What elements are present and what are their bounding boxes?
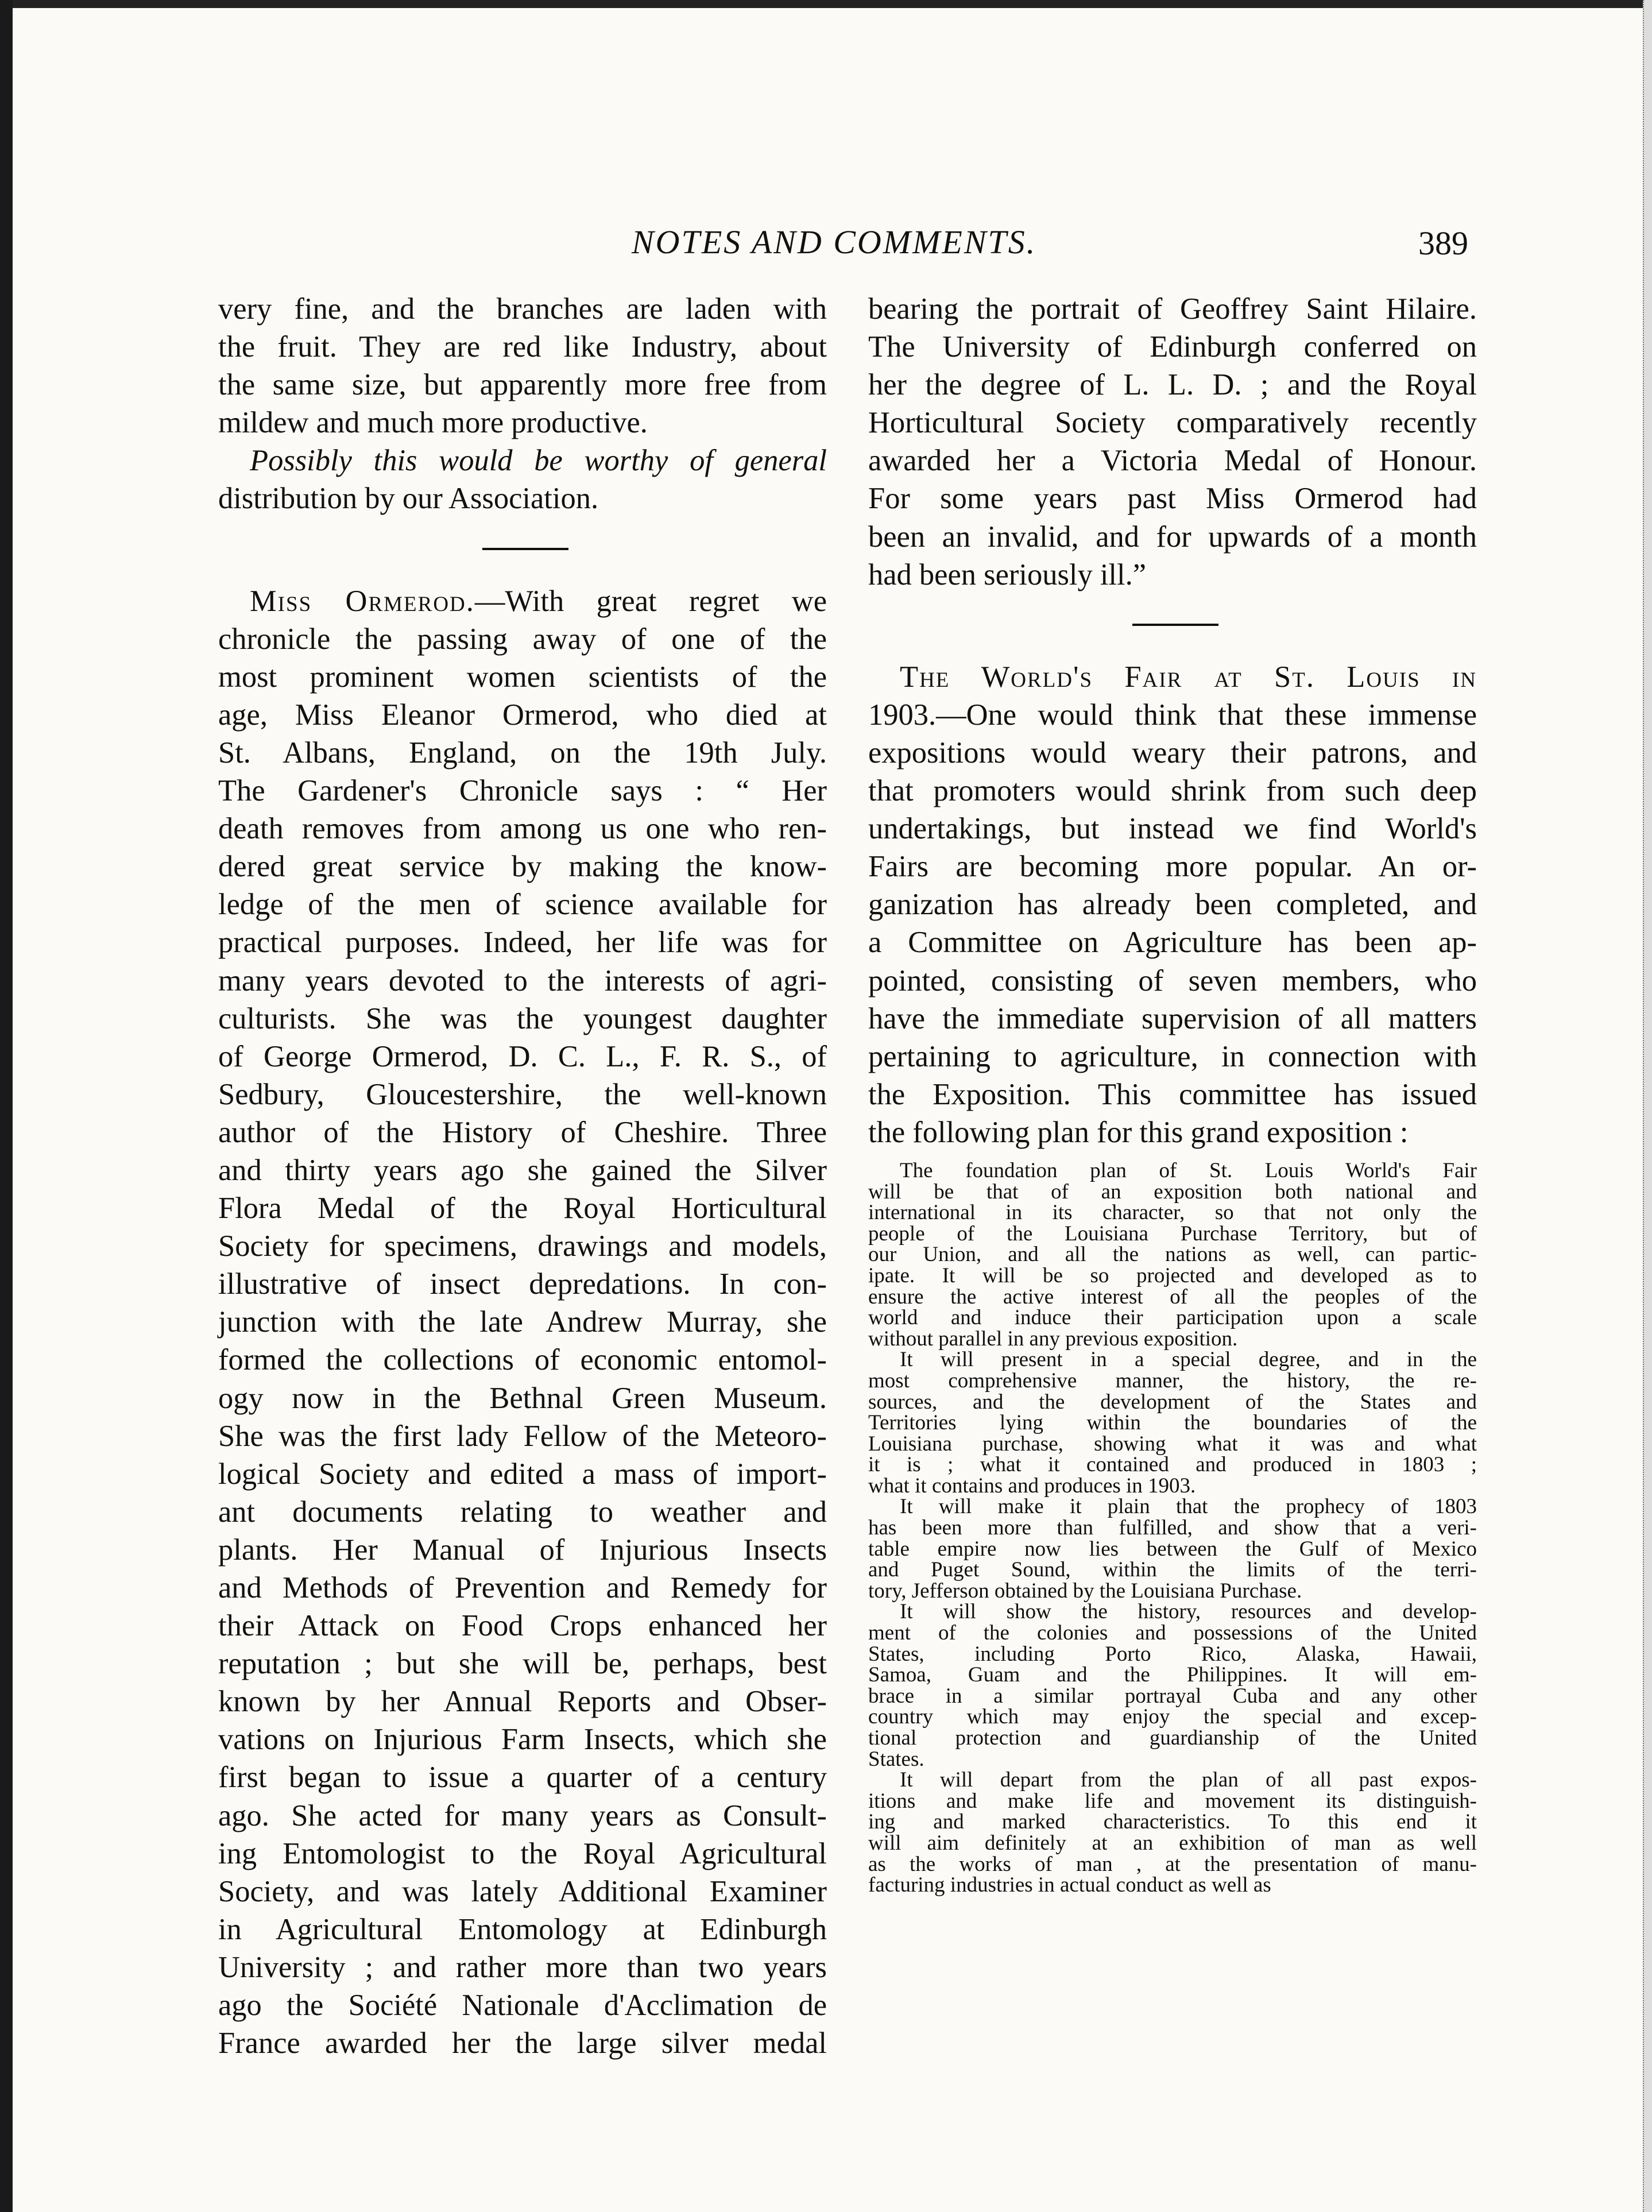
text-line: had been seriously ill.” [868, 558, 1147, 591]
quote-line: ing and marked characteristics. To this end it [868, 1810, 1477, 1834]
text-line: ant documents relating to weather and [218, 1495, 827, 1529]
running-title: NOTES AND COMMENTS. [632, 223, 1037, 261]
text-line: awarded her a Victoria Medal of Honour. [868, 444, 1477, 478]
text-line: distribution by our Association. [218, 482, 599, 516]
quote-line: tory, Jefferson obtained by the Louisiana Purchase. [868, 1579, 1302, 1603]
text-line: 1903.—One would think that these immense [868, 698, 1477, 732]
article-heading: The World's Fair at St. Louis in [900, 660, 1477, 694]
text-line: mildew and much more productive. [218, 406, 648, 440]
text-line: reputation ; but she will be, perhaps, best [218, 1647, 827, 1681]
text-line: have the immediate supervision of all matters [868, 1001, 1477, 1035]
text-line: pointed, consisting of seven members, who [868, 964, 1477, 997]
page-binding-edge [0, 0, 13, 2212]
article-heading: Miss Ormerod. [250, 584, 475, 618]
text-line: first began to issue a quarter of a century [218, 1761, 827, 1795]
quote-paragraph [868, 1770, 1477, 1896]
quote-line: will aim definitely at an exhibition of man as well [868, 1831, 1477, 1855]
right-column [868, 290, 1477, 1896]
text-line: the same size, but apparently more free from [218, 368, 827, 402]
quote-line: Louisiana purchase, showing what it was and what [868, 1432, 1477, 1456]
text-line: University ; and rather more than two years [218, 1950, 827, 1984]
quote-line: our Union, and all the nations as well, can partic- [868, 1243, 1477, 1267]
quote-line: will be that of an exposition both national and [868, 1180, 1477, 1204]
text-line: culturists. She was the youngest daughter [218, 1001, 827, 1035]
text-line: a Committee on Agriculture has been ap- [868, 926, 1477, 960]
quote-line: most comprehensive manner, the history, the re- [868, 1368, 1477, 1393]
page-right-edge [1643, 0, 1652, 2212]
text-line: St. Albans, England, on the 19th July. [218, 736, 827, 769]
text-line: Society for specimens, drawings and models, [218, 1229, 827, 1263]
article-worlds-fair [868, 658, 1477, 1151]
text-line: plants. Her Manual of Injurious Insects [218, 1533, 827, 1567]
quote-line: tional protection and guardianship of the United [868, 1726, 1477, 1750]
quote-line: States, including Porto Rico, Alaska, Hawaii, [868, 1642, 1477, 1666]
quote-line: It will show the history, resources and develop- [900, 1600, 1477, 1624]
text-line: Miss Ormerod.—With great regret we [250, 584, 827, 618]
text-line: She was the first lady Fellow of the Meteoro- [218, 1419, 827, 1453]
quote-line: Territories lying within the boundaries of the [868, 1411, 1477, 1435]
text-line: age, Miss Eleanor Ormerod, who died at [218, 698, 827, 732]
quote-line: Samoa, Guam and the Philippines. It will em- [868, 1663, 1477, 1687]
text-line [868, 658, 1477, 696]
text-line: vations on Injurious Farm Insects, which she [218, 1723, 827, 1757]
text-line: Possibly this would be worthy of general [250, 444, 827, 478]
quote-paragraph [868, 1158, 1477, 1351]
text-line: of George Ormerod, D. C. L., F. R. S., of [218, 1039, 827, 1073]
text-line: and Methods of Prevention and Remedy for [218, 1571, 827, 1604]
quote-line: It will make it plain that the prophecy of 1803 [900, 1495, 1477, 1519]
text-line: ogy now in the Bethnal Green Museum. [218, 1381, 827, 1415]
quote-line: itions and make life and movement its distinguish- [868, 1789, 1477, 1813]
quote-line: ipate. It will be so projected and developed as to [868, 1263, 1477, 1287]
text-line: many years devoted to the interests of agri- [218, 964, 827, 997]
quote-line: international in its character, so that not only the [868, 1201, 1477, 1225]
text-line: death removes from among us one who ren- [218, 812, 827, 846]
quote-line: facturing industries in actual conduct as well as [868, 1873, 1271, 1897]
quote-line: sources, and the development of the States and [868, 1390, 1477, 1414]
text-line: author of the History of Cheshire. Three [218, 1115, 827, 1149]
quote-line: as the works of man , at the presentation of manu- [868, 1852, 1477, 1876]
text-line: Society, and was lately Additional Examiner [218, 1874, 827, 1908]
text-line: most prominent women scientists of the [218, 660, 827, 694]
quote-line: world and induce their participation upon a scale [868, 1306, 1477, 1330]
quote-line: brace in a similar portrayal Cuba and any other [868, 1684, 1477, 1708]
quote-line: it is ; what it contained and produced in 1803 ; [868, 1453, 1477, 1477]
text-line: junction with the late Andrew Murray, she [218, 1305, 827, 1339]
article-miss-ormerod-continued [868, 290, 1477, 594]
text-line: the following plan for this grand exposition : [868, 1115, 1409, 1149]
text-line: formed the collections of economic entomol- [218, 1343, 827, 1377]
quote-line: without parallel in any previous exposition. [868, 1327, 1238, 1351]
text-line: France awarded her the large silver medal [218, 2027, 827, 2060]
text-line: Flora Medal of the Royal Horticultural [218, 1192, 827, 1225]
quoted-plan [868, 1158, 1477, 1897]
text-line: ganization has already been completed, and [868, 888, 1477, 922]
quote-line: States. [868, 1747, 924, 1771]
text-line: For some years past Miss Ormerod had [868, 482, 1477, 516]
quote-line: what it contains and produces in 1903. [868, 1474, 1196, 1498]
text-line: practical purposes. Indeed, her life was for [218, 926, 827, 960]
quote-line: people of the Louisiana Purchase Territory, but of [868, 1221, 1477, 1246]
text-line: in Agricultural Entomology at Edinburgh [218, 1912, 827, 1946]
quote-paragraph [868, 1496, 1477, 1602]
text-line: The University of Edinburgh conferred on [868, 330, 1477, 364]
text-line: pertaining to agriculture, in connection with [868, 1039, 1477, 1073]
text-line: ago. She acted for many years as Consult- [218, 1799, 827, 1832]
text-line: chronicle the passing away of one of the [218, 622, 827, 656]
quote-line: table empire now lies between the Gulf of Mexico [868, 1537, 1477, 1561]
text-line: the Exposition. This committee has issued [868, 1077, 1477, 1111]
paragraph-distribution [218, 442, 827, 517]
quote-line: It will depart from the plan of all past expos- [900, 1768, 1477, 1792]
section-divider [868, 594, 1477, 658]
page-top-edge [0, 0, 1652, 8]
text-line: ing Entomologist to the Royal Agricultural [218, 1836, 827, 1870]
paragraph-fruit [218, 290, 827, 442]
text-line: Horticultural Society comparatively recently [868, 406, 1477, 440]
text-line: The Gardener's Chronicle says : “ Her [218, 774, 827, 808]
text-line: ago the Société Nationale d'Acclimation de [218, 1989, 827, 2022]
page-header [218, 223, 1481, 274]
page-number: 389 [1418, 225, 1468, 262]
text-line: and thirty years ago she gained the Silver [218, 1153, 827, 1187]
text-line: the fruit. They are red like Industry, about [218, 330, 827, 364]
text-line: logical Society and edited a mass of import- [218, 1457, 827, 1491]
section-divider [218, 518, 827, 582]
quote-line: It will present in a special degree, and in the [900, 1348, 1477, 1372]
text-line: their Attack on Food Crops enhanced her [218, 1609, 827, 1643]
text-line: been an invalid, and for upwards of a month [868, 520, 1477, 554]
text-line: her the degree of L. L. D. ; and the Royal [868, 368, 1477, 402]
quote-line: and Puget Sound, within the limits of the terri- [868, 1558, 1477, 1582]
quote-line: ment of the colonies and possessions of the United [868, 1621, 1477, 1645]
quote-line: The foundation plan of St. Louis World's Fair [900, 1158, 1477, 1182]
text-line: Sedbury, Gloucestershire, the well-known [218, 1077, 827, 1111]
text-line: very fine, and the branches are laden with [218, 292, 827, 326]
quote-line: has been more than fulfilled, and show that a veri- [868, 1516, 1477, 1540]
article-miss-ormerod [218, 582, 827, 2063]
text-line: undertakings, but instead we find World's [868, 812, 1477, 846]
quote-line: country which may enjoy the special and excep- [868, 1705, 1477, 1729]
quote-paragraph [868, 1602, 1477, 1770]
text-line: illustrative of insect depredations. In con- [218, 1267, 827, 1301]
quote-line: ensure the active interest of all the peoples of the [868, 1285, 1477, 1309]
left-column [218, 290, 827, 2062]
text-line: bearing the portrait of Geoffrey Saint Hilaire. [868, 292, 1477, 326]
quote-paragraph [868, 1349, 1477, 1496]
text-line: expositions would weary their patrons, and [868, 736, 1477, 769]
text-line: dered great service by making the know- [218, 850, 827, 884]
text-line: Fairs are becoming more popular. An or- [868, 850, 1477, 884]
text-line: known by her Annual Reports and Obser- [218, 1685, 827, 1719]
text-line: that promoters would shrink from such deep [868, 774, 1477, 808]
text-line: ledge of the men of science available for [218, 888, 827, 922]
